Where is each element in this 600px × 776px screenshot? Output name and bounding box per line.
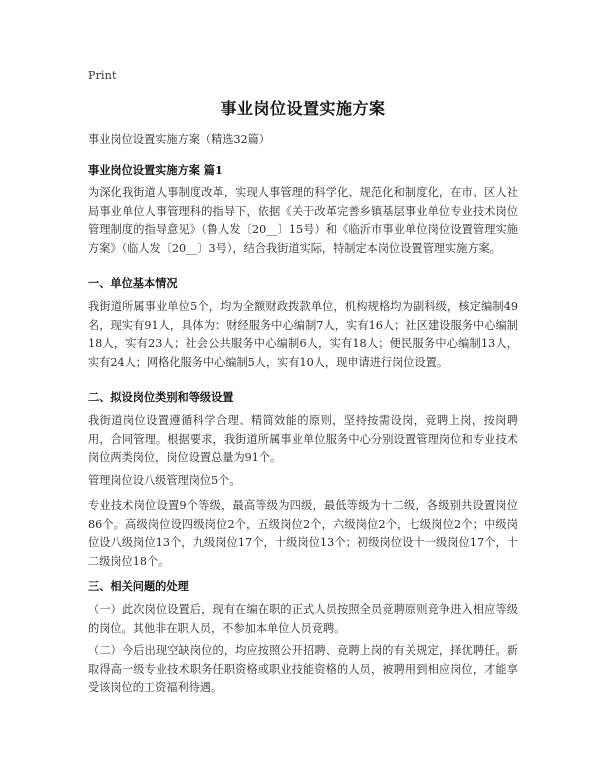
section2-paragraph-1: 我街道岗位设置遵循科学合理、精简效能的原则，坚持按需设岗，竞聘上岗，按岗聘用，合同管理。根据要求，我街道所属事业单位服务中心分别设置管理岗位和专业技术岗位两类岗位，岗位设置总量为91个。 — [88, 414, 518, 464]
section3-paragraph-1: （一）此次岗位设置后，现有在编在职的正式人员按照全员竞聘原则竞争进入相应等级的岗位。其他非在职人员，不参加本单位人员竞聘。 — [88, 603, 518, 635]
section3-heading: 三、相关问题的处理 — [88, 579, 189, 593]
intro-paragraph: 为深化我街道人事制度改革，实现人事管理的科学化、规范化和制度化，在市、区人社局事业单位人事管理科的指导下，依据《关于改革完善乡镇基层事业单位专业技术岗位管理制度的指导意见》（鲁人发〔20__〕15号）和《临沂市事业单位岗位设置管理实施方案》（临人发〔20__〕3号），结合我街道实际，特制定本岗位设置管理实施方案。 — [88, 186, 518, 255]
section1-paragraph: 我街道所属事业单位5个，均为全额财政拨款单位，机构规格均为副科级，核定编制49名，现实有91人，具体为：财经服务中心编制7人，实有16人；社区建设服务中心编制18人，实有23人；社会公共服务中心编制6人，实有18人；便民服务中心编制13人，实有24人；网格化服务中心编制5人，实有10人，现申请进行岗位设置。 — [88, 300, 518, 369]
article-heading: 事业岗位设置实施方案 篇1 — [88, 163, 223, 177]
document-title: 事业岗位设置实施方案 — [220, 99, 386, 118]
section2-paragraph-2: 管理岗位设八级管理岗位5个。 — [88, 474, 241, 487]
section3-paragraph-2: （二）今后出现空缺岗位的，均应按照公开招聘、竞聘上岗的有关规定，择优聘任。新取得高一级专业技术职务任职资格或职业技能资格的人员，被聘用到相应岗位，才能享受该岗位的工资福利待遇。 — [88, 644, 518, 694]
print-link[interactable]: Print — [88, 69, 117, 82]
section2-paragraph-3: 专业技术岗位设置9个等级，最高等级为四级，最低等级为十二级，各级别共设置岗位86个。高级岗位设四级岗位2个，五级岗位2个，六级岗位2个，七级岗位2个；中级岗位设八级岗位13个，九级岗位17个，十级岗位13个；初级岗位设十一级岗位17个，十二级岗位18个。 — [88, 499, 518, 568]
section2-heading: 二、拟设岗位类别和等级设置 — [88, 390, 234, 404]
subtitle: 事业岗位设置实施方案（精选32篇） — [88, 133, 271, 146]
section1-heading: 一、单位基本情况 — [88, 276, 178, 290]
